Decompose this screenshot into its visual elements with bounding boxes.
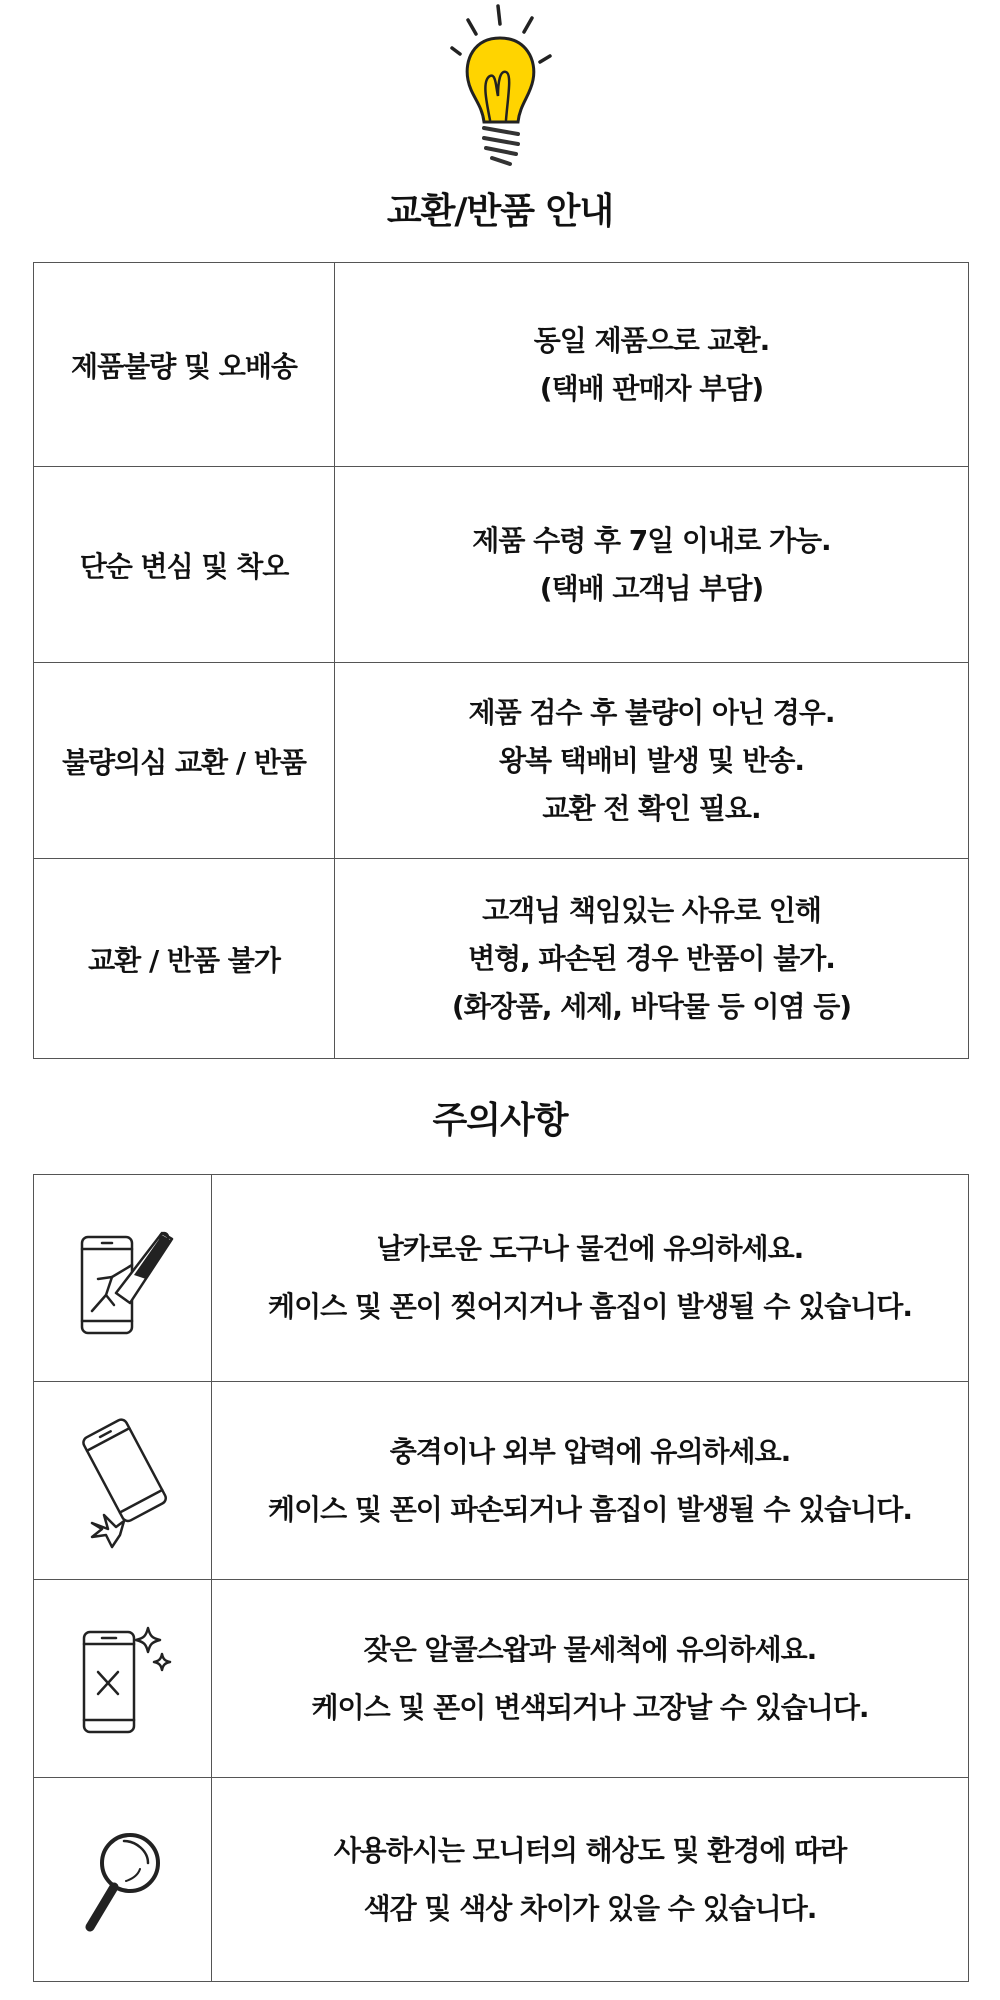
table-row	[34, 263, 969, 467]
row-icon-cell	[34, 1580, 212, 1778]
row-icon-cell	[34, 1778, 212, 1982]
table-row	[34, 1175, 969, 1382]
table-row	[34, 1580, 969, 1778]
exchange-return-title: 교환/반품 안내	[386, 191, 614, 232]
phone-sparkle-x-icon	[68, 1614, 178, 1744]
row-icon-cell	[34, 1382, 212, 1580]
table-row	[34, 467, 969, 663]
table-row	[34, 1382, 969, 1580]
table-row	[34, 1778, 969, 1982]
table-row	[34, 859, 969, 1059]
caution-title: 주의사항	[432, 1100, 568, 1141]
row-label: 제품불량 및 오배송	[34, 263, 335, 467]
magnifier-icon	[68, 1815, 178, 1945]
row-icon-cell	[34, 1175, 212, 1382]
row-label: 단순 변심 및 착오	[34, 467, 335, 663]
dropped-phone-icon	[68, 1411, 178, 1551]
caution-table	[33, 1174, 969, 1982]
row-description: 동일 제품으로 교환. (택배 판매자 부담)	[335, 263, 969, 467]
row-description: 제품 수령 후 7일 이내로 가능. (택배 고객님 부담)	[335, 467, 969, 663]
table-row	[34, 663, 969, 859]
cracked-phone-knife-icon	[68, 1213, 178, 1343]
row-description: 제품 검수 후 불량이 아닌 경우. 왕복 택배비 발생 및 반송. 교환 전 확인 필요.	[335, 663, 969, 859]
row-description: 사용하시는 모니터의 해상도 및 환경에 따라 색감 및 색상 차이가 있을 수 있습니다.	[212, 1778, 969, 1982]
row-description: 날카로운 도구나 물건에 유의하세요. 케이스 및 폰이 찢어지거나 흠집이 발생될 수 있습니다.	[212, 1175, 969, 1382]
row-description: 고객님 책임있는 사유로 인해 변형, 파손된 경우 반품이 불가. (화장품, 세제, 바닥물 등 이염 등)	[335, 859, 969, 1059]
lightbulb-icon	[440, 0, 560, 180]
exchange-return-table	[33, 262, 969, 1059]
row-label: 교환 / 반품 불가	[34, 859, 335, 1059]
row-description: 충격이나 외부 압력에 유의하세요. 케이스 및 폰이 파손되거나 흠집이 발생될 수 있습니다.	[212, 1382, 969, 1580]
row-description: 잦은 알콜스왑과 물세척에 유의하세요. 케이스 및 폰이 변색되거나 고장날 수 있습니다.	[212, 1580, 969, 1778]
row-label: 불량의심 교환 / 반품	[34, 663, 335, 859]
